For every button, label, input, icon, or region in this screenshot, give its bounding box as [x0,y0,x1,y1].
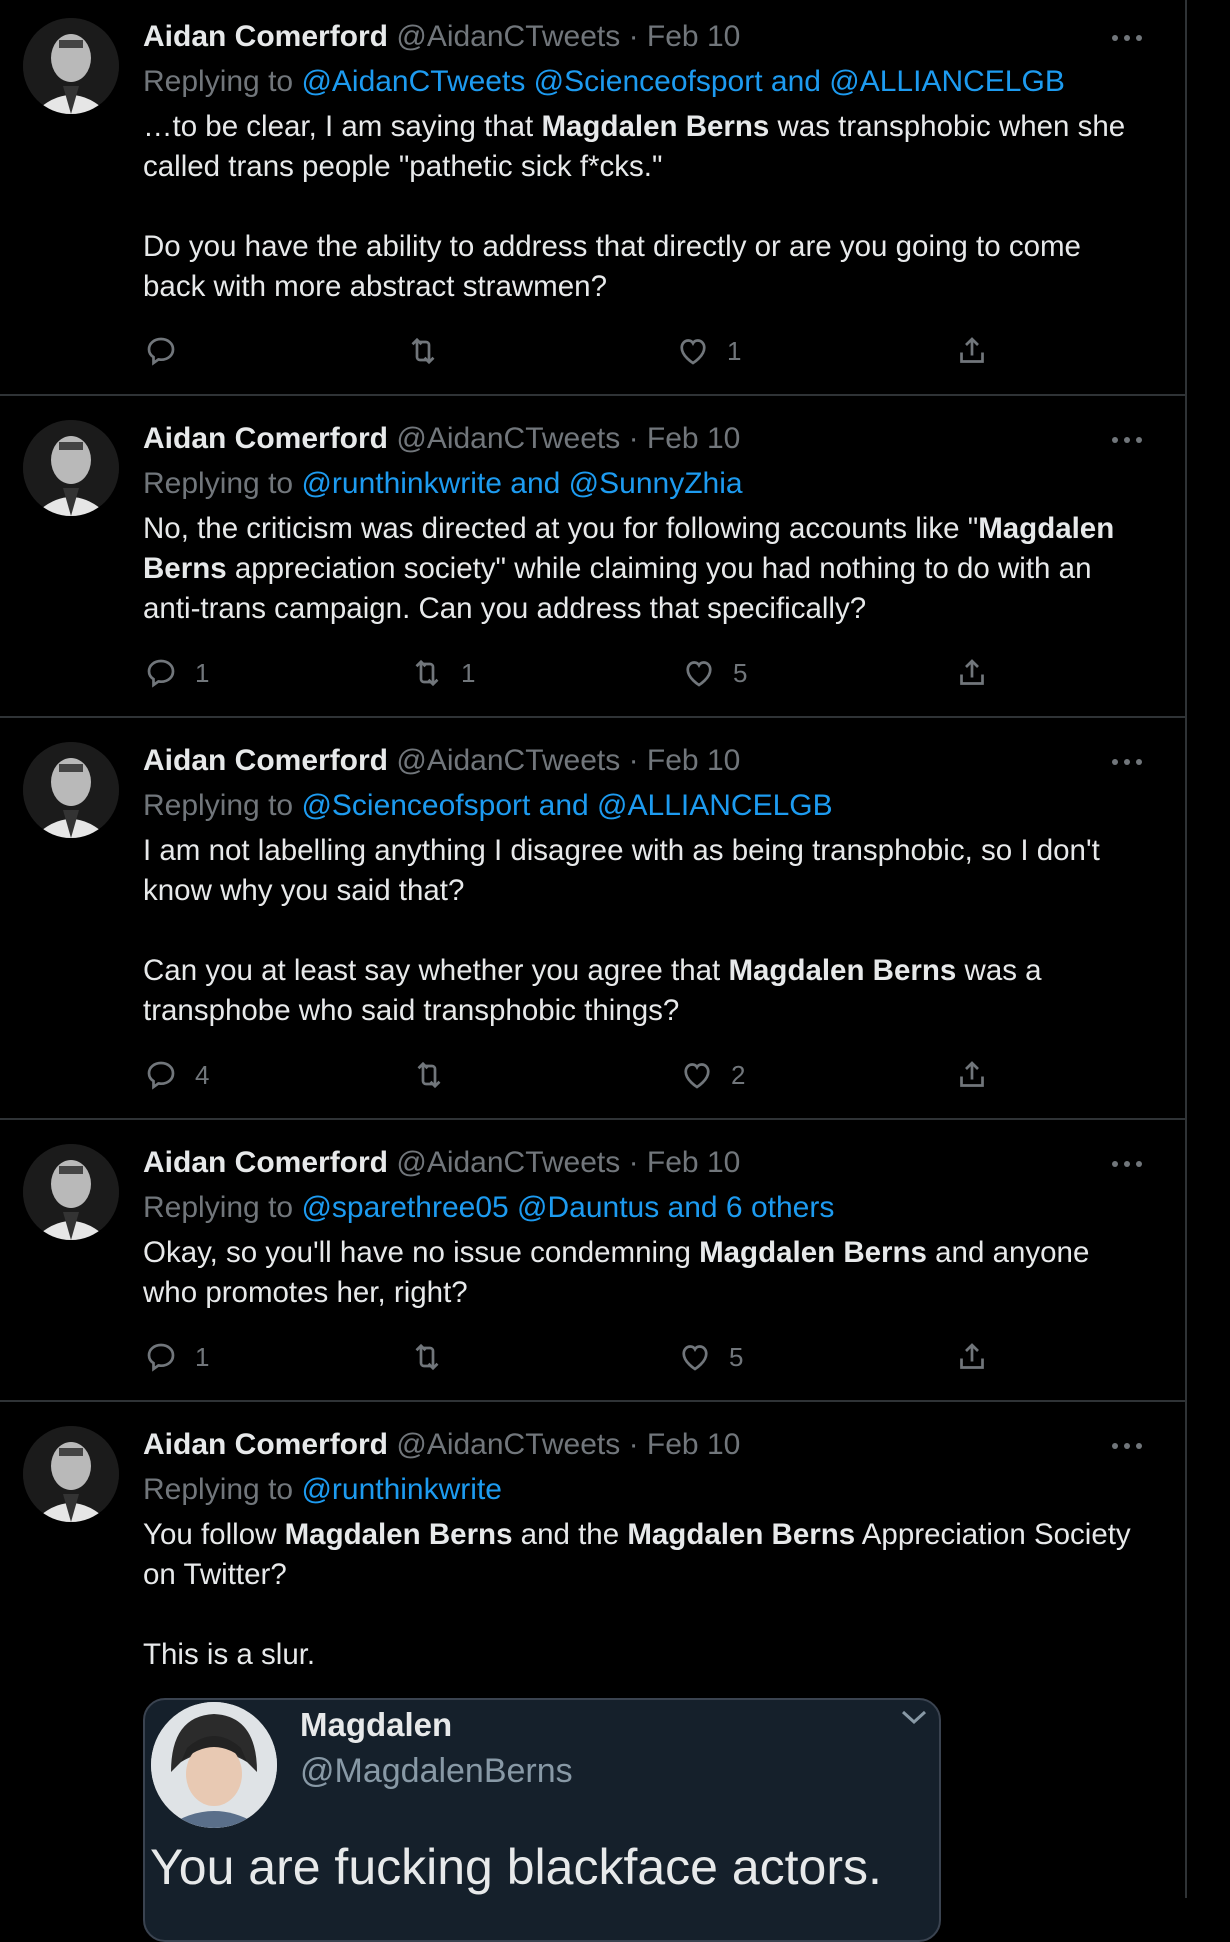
share-icon [954,1339,990,1375]
retweet-button[interactable]: 1 [409,653,475,693]
tweet-text: Okay, so you'll have no issue condemning Magdalen Berns and anyone who promotes her, right? [143,1236,1090,1309]
author-name[interactable]: Aidan Comerford [143,20,389,53]
reply-mentions[interactable]: @runthinkwrite [301,1473,502,1506]
like-button[interactable]: 2 [679,1055,745,1095]
tweet-text: …to be clear, I am saying that Magdalen Berns was transphobic when she called trans people "pathetic sick f*cks." Do you have the ability to address that directly or are you going to come back with more abstract strawmen? [143,110,1126,303]
tweet-text: You follow Magdalen Berns and the Magdalen Berns Appreciation Society on Twitter? This is a slur. [143,1518,1131,1671]
reply-button[interactable]: 1 [143,1337,209,1377]
tweet[interactable] [0,0,1185,396]
reply-mentions[interactable]: @runthinkwrite and @SunnyZhia [301,467,743,500]
reply-button[interactable]: 4 [143,1055,209,1095]
author-handle[interactable]: @AidanCTweets [396,1428,621,1461]
share-icon [954,1057,990,1093]
reply-icon [143,1057,179,1093]
like-icon [675,333,711,369]
tweet-date[interactable]: · Feb 10 [628,744,741,777]
reply-mentions[interactable]: @sparethree05 @Dauntus and 6 others [301,1191,835,1224]
retweet-icon [411,1057,447,1093]
tweet-actions [143,1337,1023,1377]
retweet-icon [405,333,441,369]
author-name[interactable]: Aidan Comerford [143,422,389,455]
retweet-button[interactable] [405,331,457,371]
author-name[interactable]: Aidan Comerford [143,1146,389,1179]
replying-to-label: Replying to [143,65,294,98]
more-icon[interactable] [1107,430,1147,450]
embedded-handle: @MagdalenBerns [300,1752,573,1790]
reply-icon [143,655,179,691]
share-button[interactable] [954,1337,990,1377]
retweet-button[interactable] [409,1337,461,1377]
reply-mentions[interactable]: @AidanCTweets @Scienceofsport and @ALLIANCELGB [301,65,1065,98]
replying-to-label: Replying to [143,1191,294,1224]
tweet[interactable] [0,1120,1185,1402]
chevron-down-icon [899,1706,929,1728]
author-handle[interactable]: @AidanCTweets [396,744,621,777]
more-icon[interactable] [1107,752,1147,772]
share-button[interactable] [954,653,990,693]
reply-button[interactable] [143,331,195,371]
avatar[interactable] [23,1426,119,1522]
avatar[interactable] [23,742,119,838]
like-icon [679,1057,715,1093]
share-icon [954,655,990,691]
like-button[interactable]: 5 [677,1337,743,1377]
reply-button[interactable]: 1 [143,653,209,693]
avatar[interactable] [23,1144,119,1240]
tweet-actions [143,331,1023,371]
avatar[interactable] [23,18,119,114]
retweet-icon [409,1339,445,1375]
like-icon [681,655,717,691]
author-handle[interactable]: @AidanCTweets [396,422,621,455]
tweet-date[interactable]: · Feb 10 [628,1428,741,1461]
author-name[interactable]: Aidan Comerford [143,1428,389,1461]
like-button[interactable]: 1 [675,331,741,371]
share-button[interactable] [954,1055,990,1095]
replying-to-label: Replying to [143,789,294,822]
author-handle[interactable]: @AidanCTweets [396,20,621,53]
embedded-text: You are fucking blackface actors. [150,1839,882,1895]
share-button[interactable] [954,331,990,371]
author-name[interactable]: Aidan Comerford [143,744,389,777]
embedded-screenshot[interactable] [143,1698,941,1942]
replying-to-label: Replying to [143,1473,294,1506]
tweet-actions [143,1055,1023,1095]
author-handle[interactable]: @AidanCTweets [396,1146,621,1179]
replying-to-label: Replying to [143,467,294,500]
like-button[interactable]: 5 [681,653,747,693]
tweet-date[interactable]: · Feb 10 [628,20,741,53]
tweet-text: No, the criticism was directed at you for following accounts like "Magdalen Berns appreciation society" while claiming you had nothing to do with an anti-trans campaign. Can you address that specifically? [143,512,1115,625]
like-icon [677,1339,713,1375]
share-icon [954,333,990,369]
tweet[interactable] [0,396,1185,718]
tweet-text: I am not labelling anything I disagree with as being transphobic, so I don't know why you said that? Can you at least say whether you agree that Magdalen Berns was a transphobe who said transphobic things? [143,834,1100,1027]
avatar[interactable] [23,420,119,516]
tweet-date[interactable]: · Feb 10 [628,422,741,455]
retweet-icon [409,655,445,691]
embedded-avatar [151,1702,277,1828]
more-icon[interactable] [1107,28,1147,48]
more-icon[interactable] [1107,1436,1147,1456]
reply-mentions[interactable]: @Scienceofsport and @ALLIANCELGB [301,789,833,822]
more-icon[interactable] [1107,1154,1147,1174]
reply-icon [143,333,179,369]
reply-icon [143,1339,179,1375]
embedded-name: Magdalen [300,1706,453,1743]
retweet-button[interactable] [411,1055,463,1095]
tweet-date[interactable]: · Feb 10 [628,1146,741,1179]
tweet-actions [143,653,1023,693]
tweet[interactable] [0,718,1185,1120]
